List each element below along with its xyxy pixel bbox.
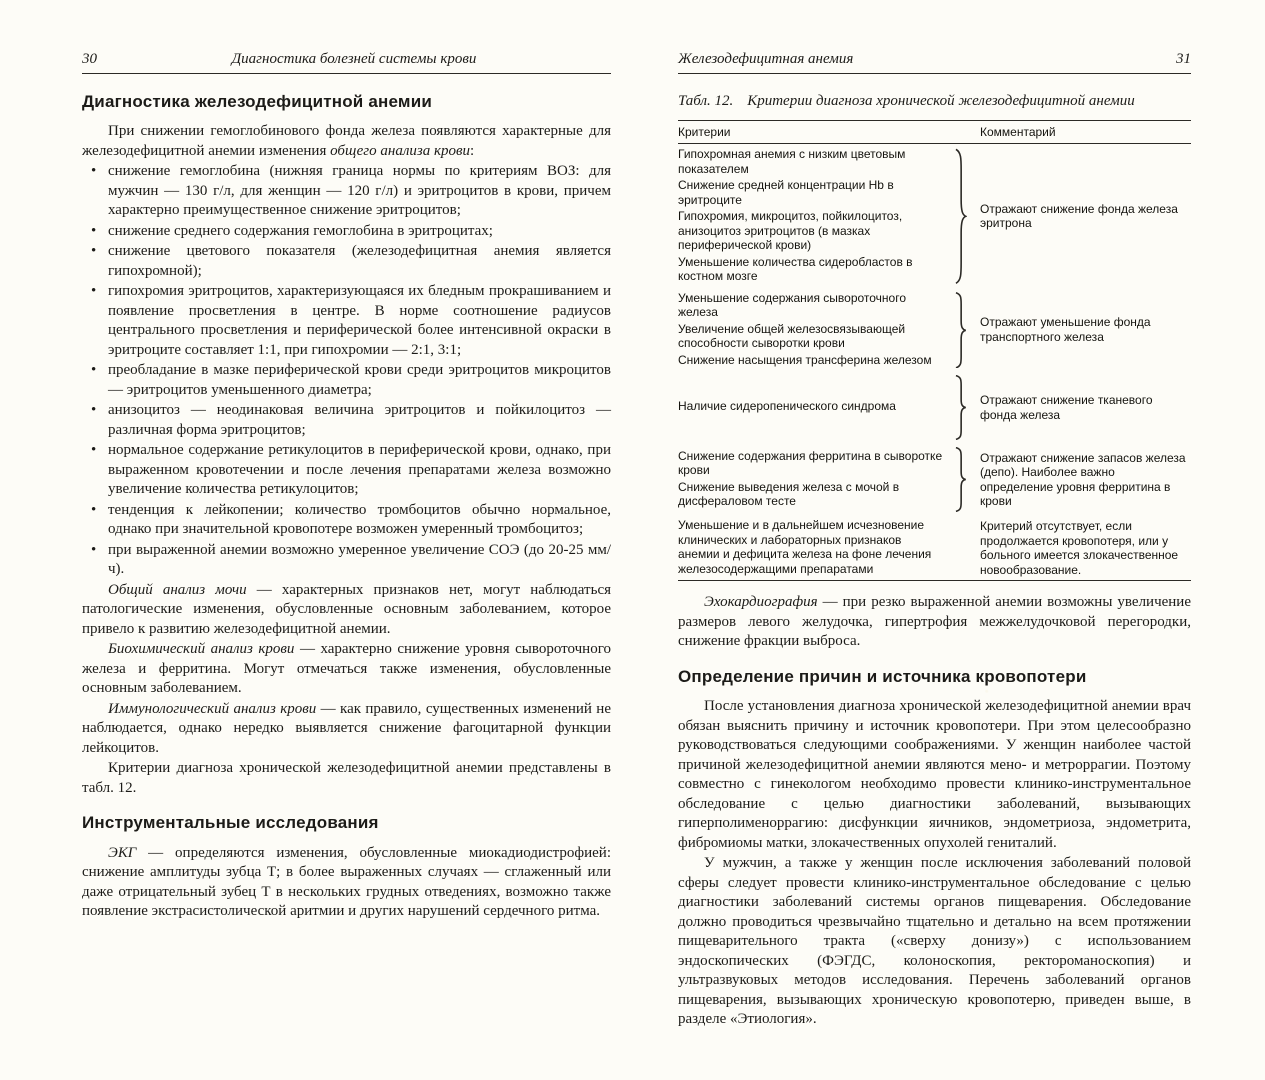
criterion-text: Гипохромия, микроцитоз, пойкилоцитоз, анизоцитоз эритроцитов (в мазках периферической крови) — [678, 209, 903, 253]
biochem-paragraph — [82, 640, 611, 699]
criteria-table — [678, 120, 1191, 582]
criteria-group — [678, 443, 1191, 515]
table-caption — [678, 92, 1191, 112]
intro-post: : — [470, 142, 475, 159]
echo-paragraph — [678, 593, 1191, 652]
criteria-group — [678, 288, 1191, 372]
criterion-text: Уменьшение содержания сывороточного железа — [678, 290, 907, 320]
table-caption-label: Табл. 12. — [678, 93, 734, 109]
page-number-right: 31 — [1176, 51, 1191, 67]
curly-brace-icon — [946, 291, 974, 370]
list-item: • снижение среднего содержания гемоглобина в эритроцитах; — [82, 222, 611, 242]
curly-brace-icon — [946, 147, 974, 286]
list-item: • снижение цветового показателя (железодефицитная анемия является гипохромной); — [82, 242, 611, 281]
list-item: • тенденция к лейкопении; количество тромбоцитов обычно нормальное, однако при значительной кровопотере возможен умеренный тромбоцитоз; — [82, 501, 611, 540]
criteria-cell — [678, 399, 946, 416]
criterion-text: Снижение средней концентрации Hb в эритроците — [678, 178, 894, 207]
comment-text: Отражают снижение тканевого фонда железа — [980, 393, 1153, 422]
urine-paragraph — [82, 581, 611, 640]
page-right — [633, 0, 1265, 1080]
paragraph-text: — определяются изменения, обусловленные миокадиодистрофией: снижение амплитуды зубца Т; в более выраженных случаях — сглаженный или даже отрицательный зубец Т в нескольких грудных отведениях, возможно также появление экстрасистолической аритмии и других нарушений сердечного ритма. — [82, 844, 611, 920]
paragraph-text: — при резко выраженной анемии возможны увеличение размеров левого желудочка, гипертрофия межжелудочковой перегородки, снижение фракции выброса. — [678, 594, 1191, 650]
heading-diagnostics: Диагностика железодефицитной анемии — [82, 92, 432, 111]
heading-blood-loss-source: Определение причин и источника кровопотери — [678, 666, 1087, 686]
list-item: • анизоцитоз — неодинаковая величина эритроцитов и пойкилоцитоз — различная форма эритроцитов; — [82, 401, 611, 440]
table-reference-paragraph: Критерии диагноза хронической железодефицитной анемии представлены в табл. 12. — [82, 760, 611, 796]
running-title-right: Железодефицитная анемия — [678, 51, 854, 67]
paragraph-text: — характерных признаков нет, могут наблюдаться патологические изменения, обусловленные основным заболеванием, которое привело к развитию железодефицитной анемии. — [82, 581, 612, 637]
page-number-left: 30 — [82, 51, 97, 67]
criteria-group — [678, 371, 1191, 443]
paragraph-lead: ЭКГ — [108, 844, 137, 861]
blood-test-changes-list — [82, 162, 611, 580]
list-item: • при выраженной анемии возможно умеренное увеличение СОЭ (до 20-25 мм/ч). — [82, 541, 611, 580]
immuno-paragraph — [82, 700, 611, 759]
intro-paragraph — [82, 122, 611, 161]
criterion-text: Снижение содержания ферритина в сыворотке крови — [678, 448, 943, 478]
paragraph-lead: Биохимический анализ крови — [108, 641, 295, 658]
brace-spacer — [946, 518, 974, 578]
running-title-left: Диагностика болезней системы крови — [231, 51, 477, 67]
criterion-text: Уменьшение и в дальнейшем исчезновение клинических и лабораторных признаков анемии и дефицита железа на фоне лечения железосодержащими препаратами — [678, 518, 932, 576]
paragraph-text: — характерно снижение уровня сывороточного железа и ферритина. Могут отмечаться также изменения, обусловленные основным заболеванием. — [82, 641, 611, 697]
running-head-right — [678, 50, 1191, 74]
causes-paragraph-2: У мужчин, а также у женщин после исключения заболеваний половой сферы следует провести клинико-инструментальное обследование с целью диагностики заболеваний системы органов пищеварения. Обследование должно проводиться чрезвычайно тщательно и детально на всем протяжении пищеварительного тракта («сверху донизу») с использованием эндоскопических (ФЭГДС, колоноскопия, ректороманоскопия) и ультразвуковых методов исследования. Перечень заболеваний органов пищеварения, вызывающих хроническую кровопотерю, приведен выше, в разделе «Этиология». — [678, 855, 1191, 1028]
table-caption-text: Критерии диагноза хронической железодефицитной анемии — [747, 93, 1135, 109]
running-head-left — [82, 50, 611, 74]
criteria-cell — [678, 449, 946, 511]
list-item: • преобладание в мазке периферической крови среди эритроцитов микроцитов — эритроцитов уменьшенного диаметра; — [82, 361, 611, 400]
paragraph-lead: Общий анализ мочи — [108, 581, 247, 598]
list-item: • гипохромия эритроцитов, характеризующаяся их бледным прокрашиванием и появление просветления в центре. В норме соотношение радиусов центрального просветления и периферической более интенсивной окраски в эритроците составляет 1:1, при гипохромии — 2:1, 3:1; — [82, 282, 611, 360]
criteria-group — [678, 144, 1191, 288]
intro-italic: общего анализа крови — [330, 142, 471, 159]
list-item: • снижение гемоглобина (нижняя граница нормы по критериям ВОЗ: для мужчин — 130 г/л, для женщин — 120 г/л) и эритроцитов в крови, причем характерно преимущественное снижение эритроцитов; — [82, 162, 611, 221]
table-header-row — [678, 121, 1191, 145]
paragraph-lead: Эхокардиография — [704, 594, 818, 611]
curly-brace-icon — [946, 446, 974, 513]
criteria-cell — [678, 291, 946, 370]
criteria-group — [678, 515, 1191, 580]
comment-text: Критерий отсутствует, если продолжается кровопотеря, или у больного имеется злокачественное новообразование. — [980, 519, 1179, 577]
criterion-text: Снижение выведения железа с мочой в дисфераловом тесте — [678, 479, 900, 509]
intro-pre: При снижении гемоглобинового фонда железа появляются характерные для железодефицитной анемии изменения — [82, 123, 611, 159]
comment-text: Отражают уменьшение фонда транспортного железа — [980, 315, 1151, 344]
criteria-cell — [678, 147, 946, 286]
causes-paragraph-1: После установления диагноза хронической железодефицитной анемии врач обязан выяснить причину и источник кровопотери. При этом целесообразно руководствоваться следующими соображениями. У женщин наиболее частой причиной железодефицитной анемии являются мено- и метроррагии. Поэтому совместно с гинекологом необходимо провести клинико-инструментальное обследование с целью диагностики заболеваний, вызывающих гиперполименоррагию: дисфункции яичников, эндометриоза, эндометрита, фибромиомы матки, злокачественных опухолей гениталий. — [678, 698, 1191, 851]
criterion-text: Увеличение общей железосвязывающей способности сыворотки крови — [678, 321, 906, 351]
table-header-criteria: Критерии — [678, 124, 731, 139]
criterion-text: Гипохромная анемия с низким цветовым показателем — [678, 147, 906, 176]
criterion-text: Наличие сидеропенического синдрома — [678, 399, 896, 414]
criterion-text: Снижение насыщения трансферина железом — [678, 352, 932, 367]
criteria-cell — [678, 518, 946, 578]
table-header-comment: Комментарий — [980, 124, 1056, 139]
comment-text: Отражают снижение фонда железа эритрона — [980, 201, 1178, 231]
criterion-text: Уменьшение количества сидеробластов в костном мозге — [678, 254, 913, 284]
paragraph-lead: Иммунологический анализ крови — [108, 700, 317, 717]
comment-text: Отражают снижение запасов железа (депо). Наиболее важно определение уровня ферритина в крови — [980, 450, 1186, 509]
heading-instrumental: Инструментальные исследования — [82, 813, 379, 833]
paragraph-text: — как правило, существенных изменений не наблюдается, однако нередко выявляется снижение фагоцитарной функции лейкоцитов. — [82, 700, 611, 756]
ekg-paragraph — [82, 844, 611, 922]
curly-brace-icon — [946, 374, 974, 441]
list-item: • нормальное содержание ретикулоцитов в периферической крови, однако, при выраженном кровотечении и после лечения препаратами железа возможно увеличение количества ретикулоцитов; — [82, 441, 611, 500]
